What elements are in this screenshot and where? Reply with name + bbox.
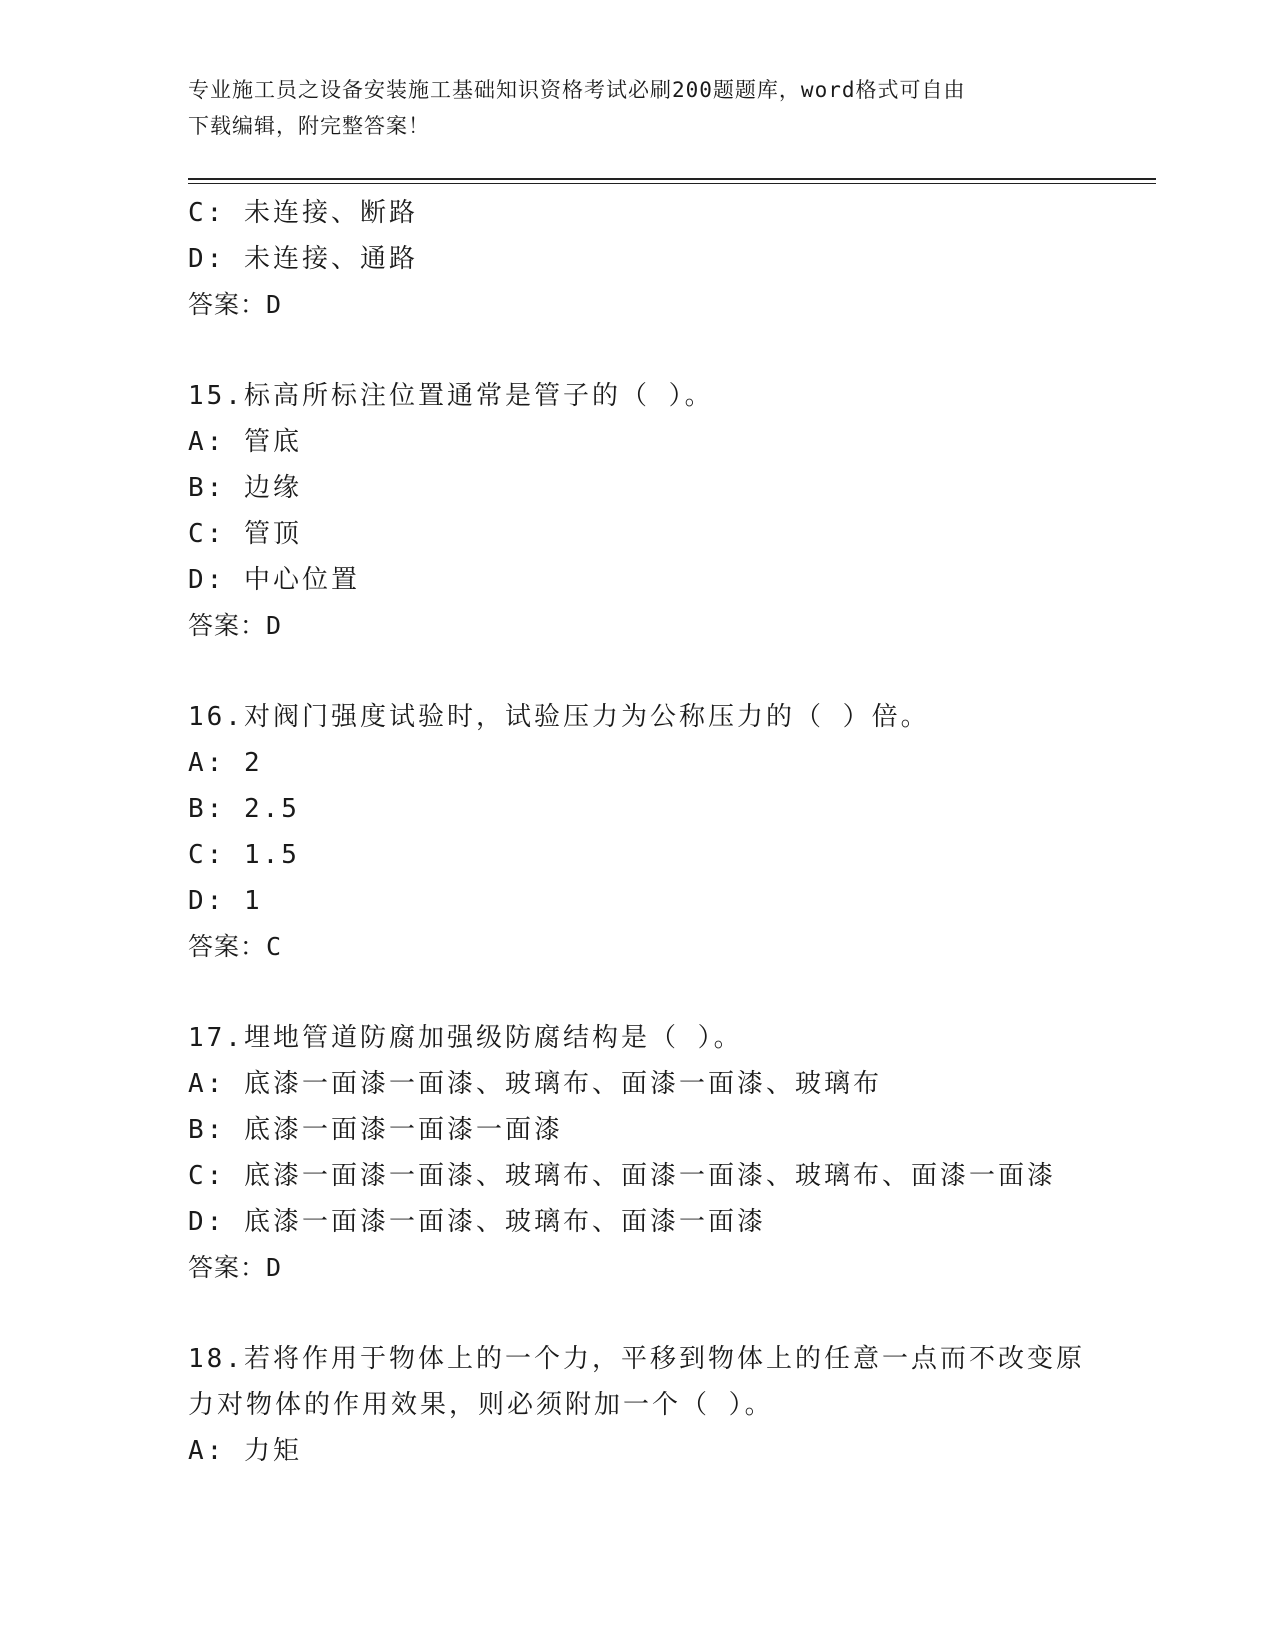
question-14-tail xyxy=(188,190,1156,328)
question-16 xyxy=(188,694,1156,970)
option-d: D: 中心位置 xyxy=(188,565,360,595)
question-stem: 15.标高所标注位置通常是管子的（ ）。 xyxy=(188,381,714,411)
option-c: C: 底漆一面漆一面漆、玻璃布、面漆一面漆、玻璃布、面漆一面漆 xyxy=(188,1161,1056,1191)
option-c: C: 未连接、断路 xyxy=(188,198,418,228)
question-15 xyxy=(188,373,1156,649)
option-b: B: 底漆一面漆一面漆一面漆 xyxy=(188,1115,563,1145)
option-d: D: 底漆一面漆一面漆、玻璃布、面漆一面漆 xyxy=(188,1207,766,1237)
question-list xyxy=(188,190,1156,1474)
option-c: C: 1.5 xyxy=(188,840,300,870)
answer: 答案：D xyxy=(188,1253,283,1282)
option-d: D: 1 xyxy=(188,886,263,916)
option-d: D: 未连接、通路 xyxy=(188,244,418,274)
header-line-2: 下载编辑，附完整答案！ xyxy=(188,114,430,138)
question-stem-line-2: 力对物体的作用效果，则必须附加一个（ ）。 xyxy=(188,1390,774,1420)
header-line-1: 专业施工员之设备安装施工基础知识资格考试必刷200题题库，word格式可自由 xyxy=(188,78,966,102)
answer: 答案：D xyxy=(188,290,283,319)
question-17 xyxy=(188,1015,1156,1291)
option-a: A: 底漆一面漆一面漆、玻璃布、面漆一面漆、玻璃布 xyxy=(188,1069,882,1099)
option-c: C: 管顶 xyxy=(188,519,302,549)
option-a: A: 力矩 xyxy=(188,1436,302,1466)
document-header xyxy=(188,72,1088,144)
question-stem-line-1: 18.若将作用于物体上的一个力，平移到物体上的任意一点而不改变原 xyxy=(188,1344,1085,1374)
option-a: A: 管底 xyxy=(188,427,302,457)
option-b: B: 2.5 xyxy=(188,794,300,824)
answer: 答案：C xyxy=(188,932,283,961)
option-a: A: 2 xyxy=(188,748,263,778)
header-divider-thick xyxy=(188,178,1156,180)
header-divider-thin xyxy=(188,183,1156,184)
question-stem: 16.对阀门强度试验时，试验压力为公称压力的（ ）倍。 xyxy=(188,702,930,732)
question-stem: 17.埋地管道防腐加强级防腐结构是（ ）。 xyxy=(188,1023,743,1053)
option-b: B: 边缘 xyxy=(188,473,302,503)
answer: 答案：D xyxy=(188,611,283,640)
question-18 xyxy=(188,1336,1156,1474)
